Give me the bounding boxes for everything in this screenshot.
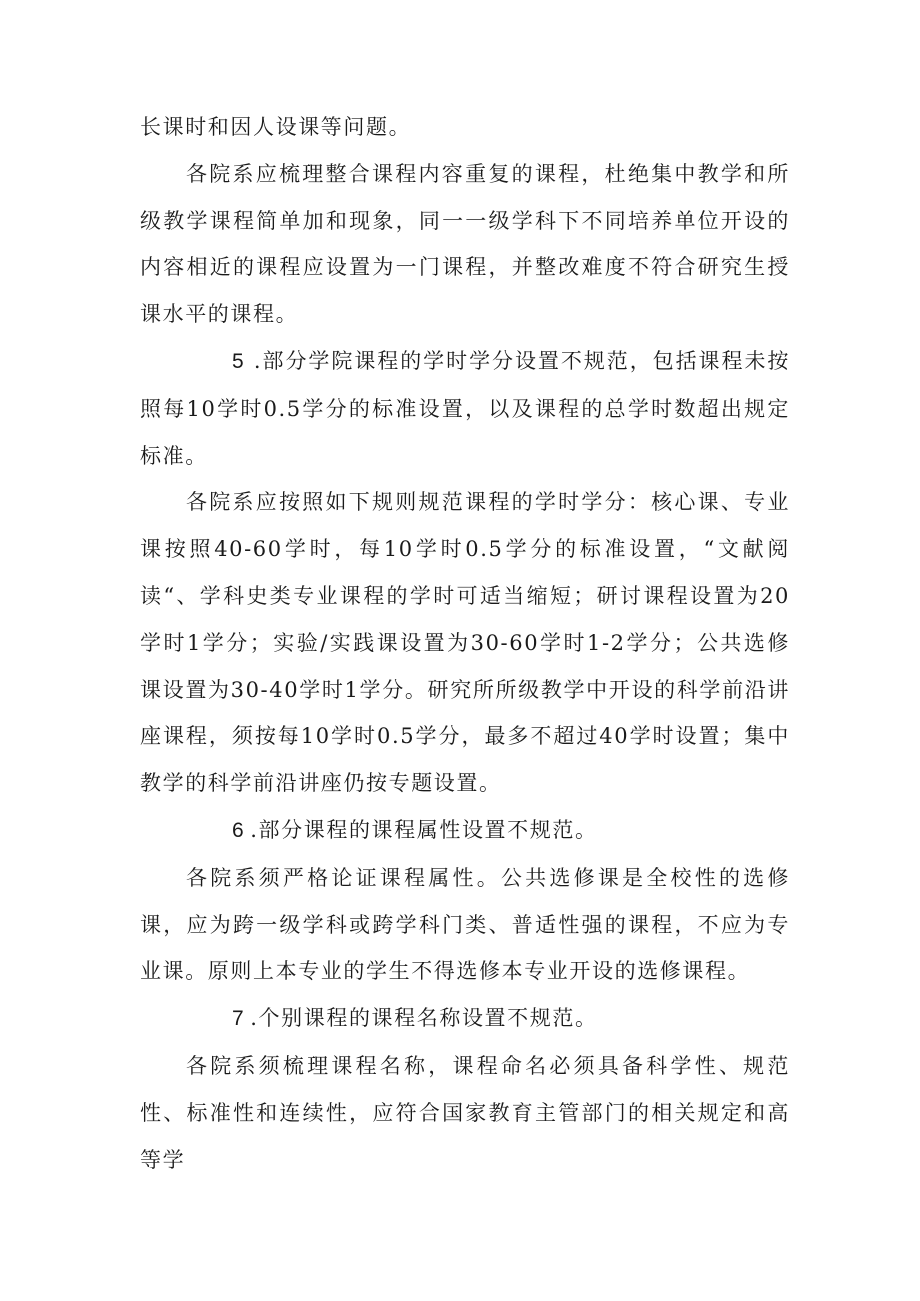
list-item-7-course-name-issue: [140, 995, 790, 1043]
list-item-number: 7: [232, 1007, 246, 1031]
list-item-text: .部分课程的课程属性设置不规范。: [250, 817, 598, 842]
document-body: [140, 104, 790, 1183]
paragraph-course-attribute-rules: [140, 855, 790, 995]
list-item-number: 6: [232, 818, 246, 842]
list-item-5-credit-hours-issue: [140, 338, 790, 479]
list-item-text: .个别课程的课程名称设置不规范。: [250, 1006, 598, 1031]
paragraph-text: 长课时和因人设课等问题。: [140, 115, 412, 139]
list-item-number: 5: [232, 349, 246, 373]
paragraph-text: 各院系须梳理课程名称，课程命名必须具备科学性、规范性、标准性和连续性，应符合国家教育主管部门的相关规定和高等学: [140, 1053, 790, 1172]
paragraph-continuation: [140, 104, 790, 151]
list-item-text: .部分学院课程的学时学分设置不规范，包括课程未按照每10学时0.5学分的标准设置，以及课程的总学时数超出规定标准。: [140, 348, 790, 468]
paragraph-text: 各院系应按照如下规则规范课程的学时学分：核心课、专业课按照40-60学时，每10学时0.5学分的标准设置，“文献阅读“、学科史类专业课程的学时可适当缩短；研讨课程设置为20学时1学分；实验/实践课设置为30-60学时1-2学分；公共选修课设置为30-40学时1学分。研究所所级教学中开设的科学前沿讲座课程，须按每10学时0.5学分，最多不超过40学时设置；集中教学的科学前沿讲座仍按专题设置。: [140, 490, 790, 796]
paragraph-course-name-rules: [140, 1043, 790, 1183]
paragraph-course-consolidation: [140, 151, 790, 338]
paragraph-text: 各院系应梳理整合课程内容重复的课程，杜绝集中教学和所级教学课程简单加和现象，同一一级学科下不同培养单位开设的内容相近的课程应设置为一门课程，并整改难度不符合研究生授课水平的课程。: [140, 161, 790, 327]
paragraph-credit-hour-rules: [140, 479, 790, 807]
paragraph-text: 各院系须严格论证课程属性。公共选修课是全校性的选修课，应为跨一级学科或跨学科门类、普适性强的课程，不应为专业课。原则上本专业的学生不得选修本专业开设的选修课程。: [140, 865, 790, 984]
list-item-6-course-attribute-issue: [140, 807, 790, 855]
